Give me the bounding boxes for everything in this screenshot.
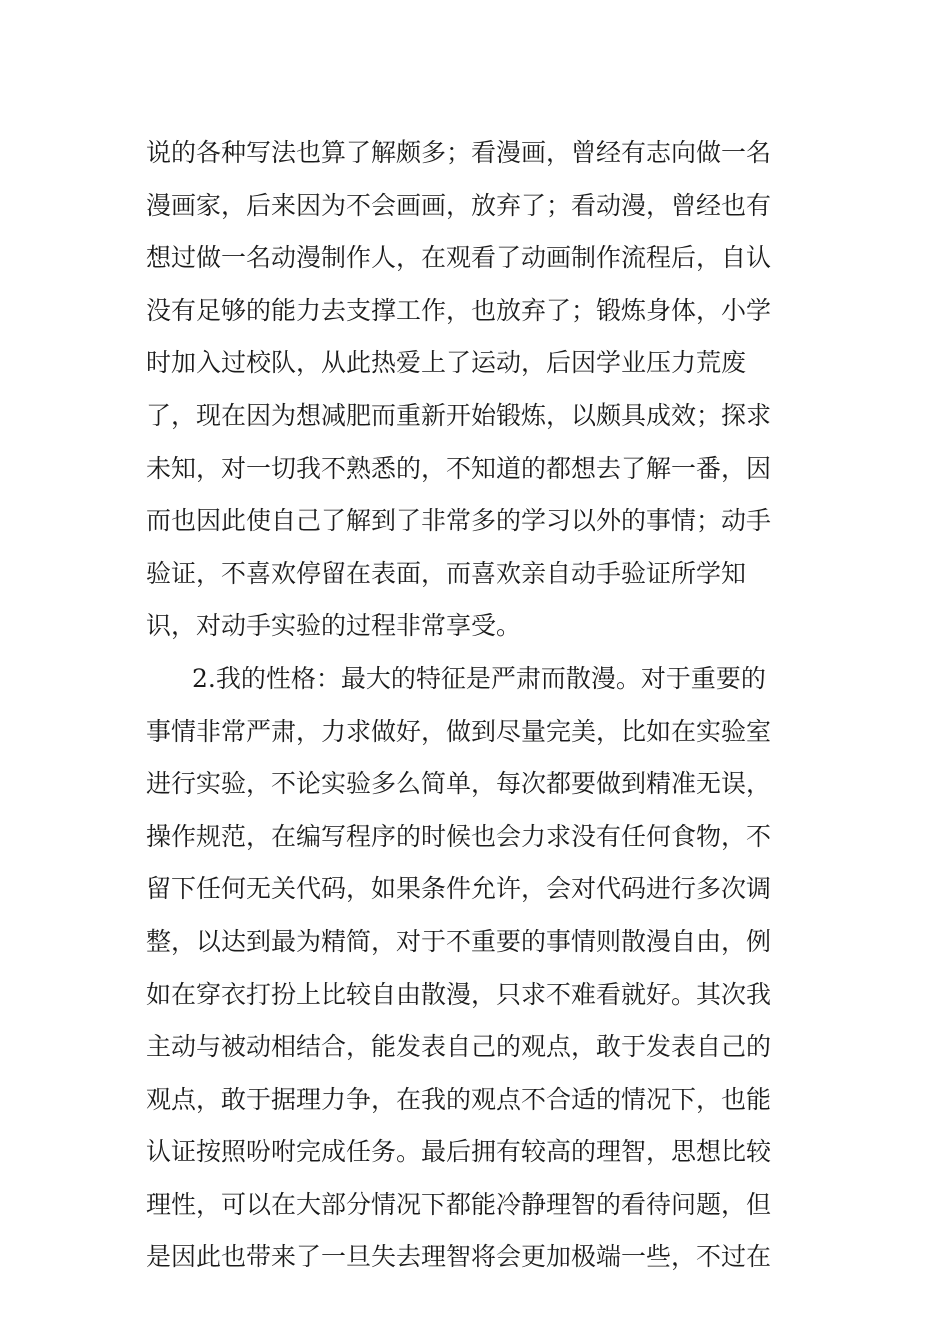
- text-line: 事情非常严肃，力求做好，做到尽量完美，比如在实验室: [146, 716, 772, 746]
- text-line: 识，对动手实验的过程非常享受。: [146, 611, 522, 641]
- body-text: [146, 127, 786, 1284]
- text-line: 主动与被动相结合，能发表自己的观点，敢于发表自己的: [146, 1032, 772, 1062]
- text-line: 观点，敢于据理力争，在我的观点不合适的情况下，也能: [146, 1084, 772, 1114]
- text-line: 时加入过校队，从此热爱上了运动，后因学业压力荒废: [146, 348, 747, 378]
- text-line: 想过做一名动漫制作人，在观看了动画制作流程后，自认: [146, 243, 772, 273]
- text-line: 是因此也带来了一旦失去理智将会更加极端一些，不过在: [146, 1242, 772, 1272]
- text-line: 理性，可以在大部分情况下都能冷静理智的看待问题，但: [146, 1189, 772, 1219]
- text-line: 验证，不喜欢停留在表面，而喜欢亲自动手验证所学知: [146, 558, 747, 588]
- text-line: 整，以达到最为精简，对于不重要的事情则散漫自由，例: [146, 926, 772, 956]
- text-line: 没有足够的能力去支撑工作，也放弃了；锻炼身体，小学: [146, 295, 772, 325]
- text-line: 漫画家，后来因为不会画画，放弃了；看动漫，曾经也有: [146, 190, 772, 220]
- text-line: 操作规范，在编写程序的时候也会力求没有任何食物，不: [146, 821, 772, 851]
- text-line: 如在穿衣打扮上比较自由散漫，只求不难看就好。其次我: [146, 979, 772, 1009]
- text-line: 了，现在因为想减肥而重新开始锻炼，以颇具成效；探求: [146, 400, 772, 430]
- paragraph-start-line: 2.我的性格：最大的特征是严肃而散漫。对于重要的: [192, 663, 766, 693]
- text-line: 留下任何无关代码，如果条件允许，会对代码进行多次调: [146, 874, 772, 904]
- text-line: 而也因此使自己了解到了非常多的学习以外的事情；动手: [146, 506, 772, 536]
- text-line: 认证按照吩咐完成任务。最后拥有较高的理智，思想比较: [146, 1137, 772, 1167]
- text-line: 未知，对一切我不熟悉的，不知道的都想去了解一番，因: [146, 453, 772, 483]
- text-line: 进行实验，不论实验多么简单，每次都要做到精准无误，: [146, 769, 772, 799]
- text-line: 说的各种写法也算了解颇多；看漫画，曾经有志向做一名: [146, 138, 772, 167]
